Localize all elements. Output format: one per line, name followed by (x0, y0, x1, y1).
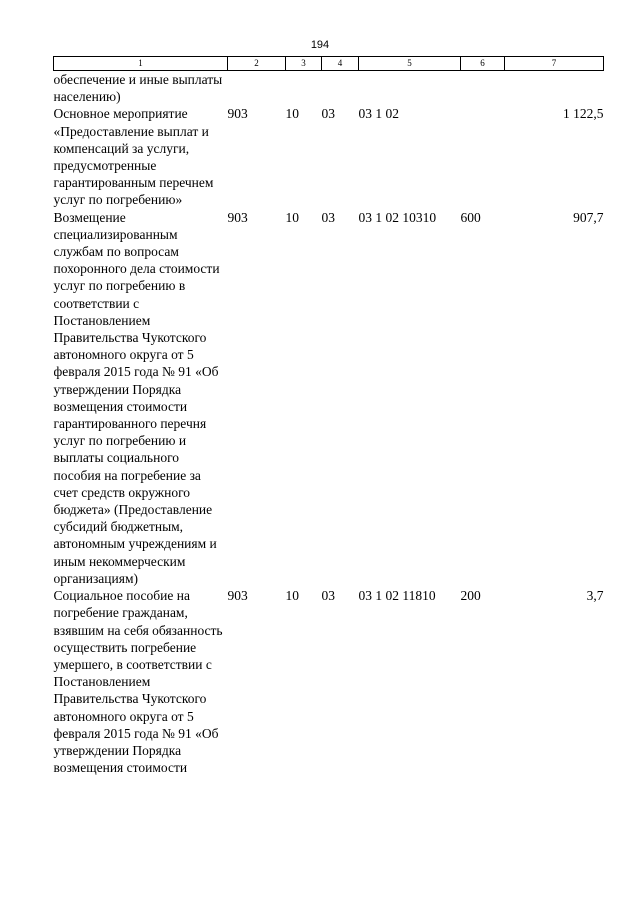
row-section: 10 (285, 106, 299, 122)
row-subsection: 03 (321, 588, 335, 604)
page-number: 194 (310, 39, 330, 51)
row-name: Возмещение специализированным службам по вопросам похоронного дела стоимости услуг по погребению в соответствии с Постановлением Правительства Чукотского автономного округа от 5 февраля 2015 года № 91 «Об утверждении Порядка возмещения стоимости гарантированного перечня услуг по погребению и выплаты социального пособия на погребение за счет средств окружного бюджета» (Предоставление субсидий бюджетным, автономным учреждениям и иным некоммерческим организациям) (53, 209, 220, 586)
row-expense-type: 600 (460, 209, 481, 225)
column-header: 2 (228, 57, 286, 71)
row-section: 10 (285, 588, 299, 604)
column-header: 5 (359, 57, 461, 71)
row-subsection: 03 (321, 209, 335, 225)
row-subsection (322, 71, 359, 106)
table-row (54, 71, 604, 106)
table-row (54, 587, 604, 776)
row-section: 10 (285, 209, 299, 225)
row-amount: 3,7 (586, 588, 604, 604)
row-admin: 903 (227, 106, 248, 122)
row-expense-type (461, 71, 505, 106)
column-header: 1 (54, 57, 228, 71)
row-subsection: 03 (321, 106, 335, 122)
row-amount (505, 71, 604, 106)
column-header: 7 (505, 57, 604, 71)
row-admin: 903 (227, 209, 248, 225)
row-amount: 907,7 (573, 209, 604, 225)
row-admin (228, 71, 286, 106)
row-expense-type (461, 105, 505, 208)
row-target: 03 1 02 11810 (358, 588, 436, 604)
row-expense-type: 200 (460, 588, 481, 604)
column-header: 4 (322, 57, 359, 71)
row-amount: 1 122,5 (563, 106, 604, 122)
row-section (286, 71, 322, 106)
row-target: 03 1 02 10310 (358, 209, 437, 225)
table-row (54, 209, 604, 587)
column-header: 3 (286, 57, 322, 71)
budget-table (53, 56, 604, 776)
row-name: Основное мероприятие «Предоставление выплат и компенсаций за услуги, предусмотренные гарантированным перечнем услуг по погребению» (53, 106, 214, 208)
table-row (54, 105, 604, 208)
row-name: обеспечение и иные выплаты населению) (53, 72, 223, 105)
column-header: 6 (461, 57, 505, 71)
row-admin: 903 (227, 588, 248, 604)
table-header-row (54, 57, 604, 71)
row-name: Социальное пособие на погребение гражданам, взявшим на себя обязанность осуществить погребение умершего, в соответствии с Постановлением Правительства Чукотского автономного округа от 5 февраля 2015 года № 91 «Об утверждении Порядка возмещения стоимости (53, 588, 223, 776)
row-target: 03 1 02 (358, 106, 399, 122)
row-target (359, 71, 461, 106)
